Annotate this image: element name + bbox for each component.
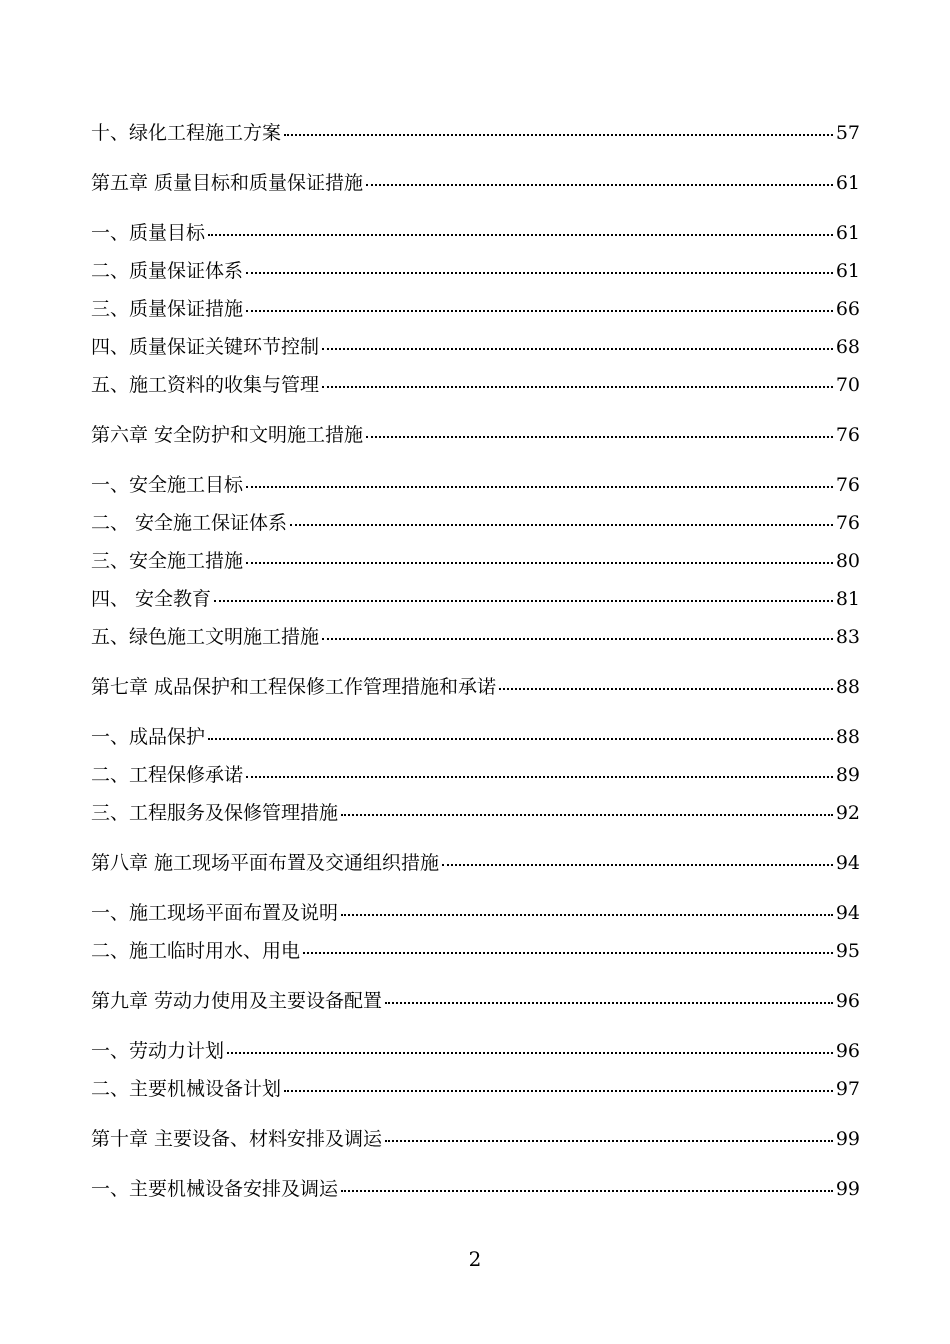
toc-entry-title: 第六章 安全防护和文明施工措施 [91,424,364,446]
toc-dot-leader [385,1002,833,1004]
toc-chapter-entry[interactable] [91,1120,860,1158]
toc-entry-title: 三、质量保证措施 [91,298,244,320]
toc-entry-page: 99 [835,1178,860,1200]
toc-entry-title: 第八章 施工现场平面布置及交通组织措施 [91,852,440,874]
toc-entry-title: 三、工程服务及保修管理措施 [91,802,339,824]
toc-entry-title: 一、主要机械设备安排及调运 [91,1178,339,1200]
toc-dot-leader [284,1090,833,1092]
toc-entry-title: 二、 安全施工保证体系 [91,512,288,534]
toc-chapter-entry[interactable] [91,982,860,1020]
toc-dot-leader [303,952,833,954]
toc-entry-page: 76 [835,512,860,534]
toc-entry[interactable] [91,114,860,152]
toc-entry-page: 94 [835,852,860,874]
toc-entry[interactable] [91,932,860,970]
toc-entry-page: 89 [835,764,860,786]
toc-dot-leader [246,776,833,778]
toc-entry-title: 一、施工现场平面布置及说明 [91,902,339,924]
toc-dot-leader [442,864,833,866]
toc-dot-leader [208,234,833,236]
toc-entry-page: 96 [835,990,860,1012]
toc-dot-leader [284,134,833,136]
toc-entry-title: 二、施工临时用水、用电 [91,940,301,962]
toc-dot-leader [366,436,833,438]
toc-dot-leader [214,600,833,602]
toc-entry-page: 97 [835,1078,860,1100]
toc-entry[interactable] [91,718,860,756]
toc-entry[interactable] [91,1032,860,1070]
table-of-contents [91,114,860,1208]
toc-entry-page: 95 [835,940,860,962]
toc-dot-leader [290,524,833,526]
toc-dot-leader [246,486,833,488]
toc-entry-page: 80 [835,550,860,572]
toc-entry-page: 76 [835,424,860,446]
toc-entry-title: 第五章 质量目标和质量保证措施 [91,172,364,194]
toc-dot-leader [208,738,833,740]
toc-entry-title: 一、劳动力计划 [91,1040,225,1062]
toc-entry-page: 70 [835,374,860,396]
toc-dot-leader [366,184,833,186]
toc-entry-page: 68 [835,336,860,358]
toc-entry-page: 61 [835,172,860,194]
toc-entry-title: 第九章 劳动力使用及主要设备配置 [91,990,383,1012]
toc-entry[interactable] [91,290,860,328]
toc-entry-title: 十、绿化工程施工方案 [91,122,282,144]
toc-entry[interactable] [91,1070,860,1108]
toc-dot-leader [227,1052,833,1054]
toc-entry-page: 96 [835,1040,860,1062]
toc-dot-leader [341,914,833,916]
toc-entry[interactable] [91,214,860,252]
toc-entry-page: 81 [835,588,860,610]
toc-dot-leader [385,1140,833,1142]
toc-dot-leader [499,688,833,690]
toc-entry[interactable] [91,504,860,542]
toc-entry-page: 57 [835,122,860,144]
toc-entry-page: 61 [835,222,860,244]
toc-entry-page: 88 [835,726,860,748]
toc-entry-title: 二、工程保修承诺 [91,764,244,786]
toc-entry[interactable] [91,252,860,290]
toc-chapter-entry[interactable] [91,844,860,882]
toc-entry-title: 第七章 成品保护和工程保修工作管理措施和承诺 [91,676,497,698]
toc-entry-page: 83 [835,626,860,648]
toc-dot-leader [246,310,833,312]
toc-entry-page: 66 [835,298,860,320]
toc-entry[interactable] [91,618,860,656]
toc-entry[interactable] [91,466,860,504]
toc-entry-title: 四、质量保证关键环节控制 [91,336,320,358]
toc-dot-leader [246,562,833,564]
toc-dot-leader [341,1190,833,1192]
toc-entry-title: 三、安全施工措施 [91,550,244,572]
toc-entry-title: 第十章 主要设备、材料安排及调运 [91,1128,383,1150]
toc-entry[interactable] [91,328,860,366]
page-number: 2 [468,1247,482,1271]
toc-entry-title: 二、质量保证体系 [91,260,244,282]
toc-entry[interactable] [91,580,860,618]
toc-chapter-entry[interactable] [91,164,860,202]
toc-entry-title: 四、 安全教育 [91,588,212,610]
toc-entry-page: 88 [835,676,860,698]
toc-dot-leader [322,348,833,350]
toc-entry-title: 五、绿色施工文明施工措施 [91,626,320,648]
toc-entry-title: 二、主要机械设备计划 [91,1078,282,1100]
toc-chapter-entry[interactable] [91,416,860,454]
toc-entry-title: 一、质量目标 [91,222,206,244]
toc-entry-page: 94 [835,902,860,924]
toc-entry[interactable] [91,756,860,794]
toc-entry-title: 五、施工资料的收集与管理 [91,374,320,396]
toc-dot-leader [322,386,833,388]
toc-entry-page: 99 [835,1128,860,1150]
toc-dot-leader [246,272,833,274]
toc-entry[interactable] [91,794,860,832]
toc-entry-title: 一、成品保护 [91,726,206,748]
toc-entry[interactable] [91,894,860,932]
toc-entry-page: 61 [835,260,860,282]
toc-chapter-entry[interactable] [91,668,860,706]
toc-entry[interactable] [91,366,860,404]
toc-entry[interactable] [91,1170,860,1208]
toc-entry[interactable] [91,542,860,580]
toc-dot-leader [322,638,833,640]
toc-entry-title: 一、安全施工目标 [91,474,244,496]
toc-entry-page: 76 [835,474,860,496]
toc-entry-page: 92 [835,802,860,824]
toc-dot-leader [341,814,833,816]
